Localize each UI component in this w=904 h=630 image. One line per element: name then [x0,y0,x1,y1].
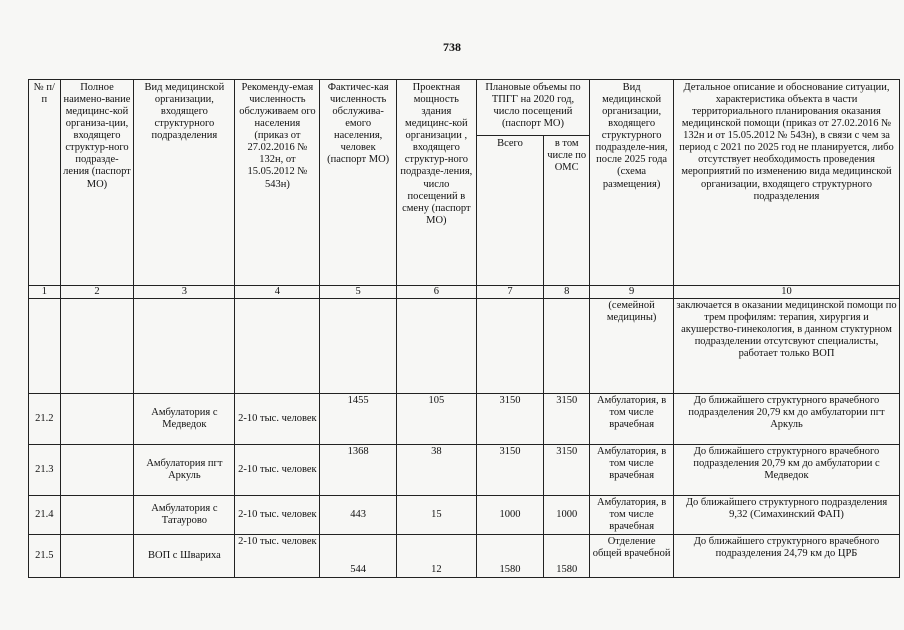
cell-description: До ближайшего структурного врачебного подразделения 24,79 км до ЦРБ [674,535,900,578]
cell-description: До ближайшего структурного подразделения 9,32 (Симахинский ФАП) [674,496,900,535]
column-number: 6 [396,286,476,299]
cell-org-type-after-2025: Амбулатория, в том числе врачебная [590,394,674,445]
cell-oms: 3150 [544,394,590,445]
column-number: 8 [544,286,590,299]
cell-empty [476,299,543,394]
column-number: 5 [320,286,397,299]
header-design-capacity: Проектная мощность здания медицинс-кой организации , входящего структур-ного подразде-ления, число посещений в смену (паспорт МО) [396,80,476,286]
cell-actual-population: 443 [320,496,397,535]
cell-empty [134,299,235,394]
cell-empty [320,299,397,394]
header-oms: в том числе по ОМС [544,136,590,286]
header-total: Всего [476,136,543,286]
cell-design-capacity: 15 [396,496,476,535]
cell-recommended-population: 2-10 тыс. человек [235,394,320,445]
cell-oms: 3150 [544,445,590,496]
column-number: 2 [60,286,134,299]
cell-design-capacity: 38 [396,445,476,496]
header-recommended-population: Рекоменду-емая численность обслуживаем ого населения (приказ от 27.02.2016 № 132н, от 15.05.2012 № 543н) [235,80,320,286]
cell-full-name [60,496,134,535]
header-number: № п/п [29,80,61,286]
cell-description: До ближайшего структурного врачебного подразделения 20,79 км до амбулатории пгт Аркуль [674,394,900,445]
cell-actual-population: 1368 [320,445,397,496]
header-row [29,80,900,136]
cell-number: 21.5 [29,535,61,578]
table-row [29,535,900,578]
cell-empty [544,299,590,394]
cell-oms: 1580 [544,535,590,578]
cell-org-type-after-2025: Амбулатория, в том числе врачебная [590,445,674,496]
cell-description: заключается в оказании медицинской помощи по трем профилям: терапия, хирургия и акушерство-гинекология, в данном стуктурном подразделении отсутсвуют специалисты, работает только ВОП [674,299,900,394]
column-number: 10 [674,286,900,299]
cell-design-capacity: 105 [396,394,476,445]
cell-total: 3150 [476,445,543,496]
cell-total: 1580 [476,535,543,578]
header-org-type-after-2025: Вид медицинской организации, входящего структурного подразделе-ния, после 2025 года (схема размещения) [590,80,674,286]
cell-empty [29,299,61,394]
cell-full-name [60,445,134,496]
cell-recommended-population: 2-10 тыс. человек [235,535,320,578]
cell-number: 21.2 [29,394,61,445]
column-number: 9 [590,286,674,299]
cell-full-name [60,535,134,578]
column-number: 7 [476,286,543,299]
cell-org-type-after-2025: Амбулатория, в том числе врачебная [590,496,674,535]
cell-full-name [60,394,134,445]
header-full-name: Полное наимено-вание медицинс-кой организа-ции, входящего структур-ного подразде-ления (паспорт МО) [60,80,134,286]
cell-recommended-population: 2-10 тыс. человек [235,445,320,496]
cell-total: 1000 [476,496,543,535]
table-row [29,445,900,496]
column-number: 4 [235,286,320,299]
cell-number: 21.3 [29,445,61,496]
cell-oms: 1000 [544,496,590,535]
header-org-type: Вид медицинской организации, входящего структурного подразделения [134,80,235,286]
cell-empty [235,299,320,394]
cell-org-type-after-2025: Отделение общей врачебной [590,535,674,578]
cell-org-type: Амбулатория с Татаурово [134,496,235,535]
cell-description: До ближайшего структурного врачебного подразделения 20,79 км до амбулатории с Медведок [674,445,900,496]
cell-number: 21.4 [29,496,61,535]
cell-empty [396,299,476,394]
cell-design-capacity: 12 [396,535,476,578]
page-number: 738 [443,40,461,54]
cell-actual-population: 1455 [320,394,397,445]
table-row-continuation [29,299,900,394]
cell-recommended-population: 2-10 тыс. человек [235,496,320,535]
header-planned-volumes: Плановые объемы по ТПГГ на 2020 год, число посещений (паспорт МО) [476,80,589,136]
column-number: 1 [29,286,61,299]
cell-empty [60,299,134,394]
header-description: Детальное описание и обоснование ситуации, характеристика объекта в части территориального планирования оказания медицинской помощи (приказ от 27.02.2016 № 132н и от 15.05.2012 № 543н), в связи с чем за период с 2021 по 2025 год не планируется, либо отсутствует необходимость проведения мероприятий по изменению вида медицинской организации, входящего структурного подразделения [674,80,900,286]
column-number: 3 [134,286,235,299]
cell-org-type: Амбулатория пгт Аркуль [134,445,235,496]
table-row [29,496,900,535]
header-actual-population: Фактичес-кая численность обслужива-емого населения, человек (паспорт МО) [320,80,397,286]
cell-actual-population: 544 [320,535,397,578]
cell-org-type-after-2025: (семейной медицины) [590,299,674,394]
cell-org-type: Амбулатория с Медведок [134,394,235,445]
facilities-table [28,79,900,578]
cell-org-type: ВОП с Швариха [134,535,235,578]
cell-total: 3150 [476,394,543,445]
column-number-row [29,286,900,299]
table-row [29,394,900,445]
